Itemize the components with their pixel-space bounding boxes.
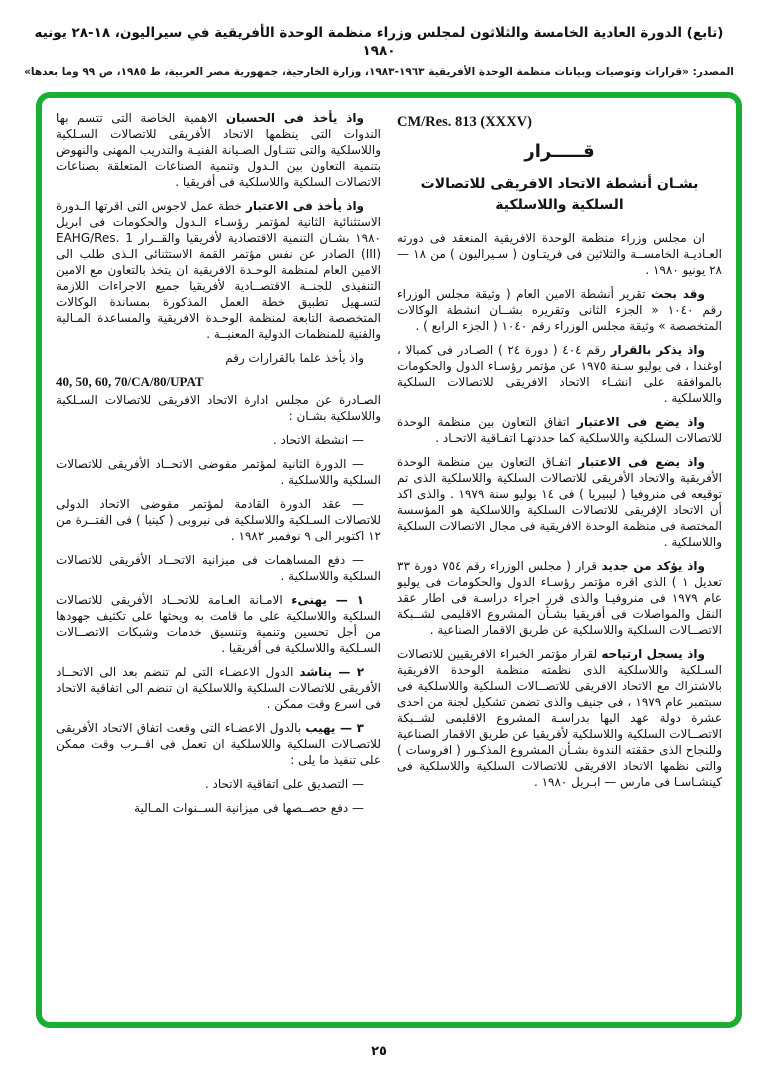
paragraph-lead: واذ يسجل ارتياحه	[601, 647, 705, 661]
document-subtitle: بشـان أنشطة الاتحاد الافريقى للاتصالات السلكية واللاسلكية	[420, 176, 699, 213]
paragraph-text: خطة عمل لاجوس التى اقرتها الـدورة الاستثنائية الثانية لمؤتمر رؤسـاء الـدول والحكومات فى ابريل ١٩٨٠ بشـان التنمية الاقتصادية لأفريقيا والقــرار EAHG/Res. 1 (III) الصادر عن نفس مؤتمر القمة الاستثنائى الـذى طلب الى الامين العام لمنظمة الوحـدة الافريقية ان يتخذ بالتعاون مع الامين التنفيذى للجنــة الاقتصــادية لأفريقيا جميع الاجراءات اللازمة لتسـهيل تطبيق خطة العمل المذكورة بمساندة الوكالات المتخصصة التابعة لمنظمة الوحـدة الافريقية والمساعدة المـالية والفنية للمنظمات الدولية المعنيــة .	[56, 199, 381, 341]
list-item-union-activities	[56, 432, 381, 448]
paragraph-text: — دفع حصــصها فى ميزانية الســنوات المـالية	[134, 801, 364, 815]
paragraph-lead: واذ يضع فى الاعتبار	[576, 415, 705, 429]
paragraph-issued-by-board	[56, 392, 381, 424]
paragraph-text: الامـانة العـامة للاتحــاد الأفريقى للاتصالات السلكية واللاسلكية على ما قامت به ويحثها على تكثيف جهودها من أجل تحسين وتنمية وتنسيق خدمات وشبكات الاتصــالات السـلكية واللاسلكية فى أفريقيا .	[56, 593, 381, 655]
paragraph-text: بالدول الاعضـاء التى وقعت اتفاق الاتحاد الأفريقى للاتصـالات السلكية واللاسلكية ان تعمل فى اقــرب وقت ممكن على تنفيذ ما يلى :	[56, 721, 381, 767]
paragraph-lagos-plan	[56, 198, 381, 342]
column-left	[56, 110, 381, 1012]
paragraph-text: الدول الاعضـاء التى لم تنضم بعد الى الاتحــاد الأفريقى للاتصالات السلكية واللاسلكية ان تنضم الى اتفاقية الاتحاد فى اسرع وقت ممكن .	[56, 665, 381, 711]
paragraph-recalling-resolution	[397, 342, 722, 406]
paragraph-lead: واذ يضع فى الاعتبار	[578, 455, 706, 469]
header-session-title: (تابع) الدورة العادية الخامسة والثلاثون لمجلس وزراء منظمة الوحدة الأفريقية في سيراليون، ١٨-٢٨ يونيه ١٩٨٠	[34, 25, 724, 59]
paragraph-text: تقرير أنشطة الامين العام ( وثيقة مجلس الوزراء رقم ١٠٤٠ « الجزء الثانى وتقريره بشــان انشطة الوكالات المتخصصة » وثيقة مجلس الوزراء رقم ١٠٤٠ ( الجزء الرابع ) .	[397, 287, 722, 333]
clause-1-congratulates	[56, 592, 381, 656]
paragraph-text: ان مجلس وزراء منظمة الوحدة الافريقية المنعقد فى دورته العـاديـة الخامســة والثلاثين فى فريتـاون ( سـيراليون ) من ١٨ — ٢٨ يونيو ١٩٨٠ .	[397, 231, 722, 277]
paragraph-preamble	[397, 230, 722, 278]
list-item-itu-nairobi	[56, 496, 381, 544]
clause-lead: ٢ — يناشد	[299, 665, 365, 679]
paragraph-noting-satisfaction	[397, 646, 722, 790]
paragraph-considering-agreement-1	[397, 414, 722, 446]
list-item-pay-shares	[56, 800, 381, 816]
document-frame	[36, 92, 742, 1028]
paragraph-text: الاهمية الخاصة التى تتسم بها الندوات التى ينظمها الاتحاد الأفريقى للاتصالات السـلكية واللاسلكية والتى تتنـاول الصـيانة الفنيـة والتدريب المهنى والنهوض بتنمية التعاون بين الـدول وتنمية الصناعات المتعلقة بصناعات الاتصالات السلكية واللاسلكية فى أفريقيا .	[56, 111, 381, 189]
paragraph-text: — عقد الدورة القادمة لمؤتمر مفوضى الاتحاد الدولى للاتصالات السـلكية واللاسلكية فى نيروبى ( كينيا ) فى الفتــرة من ١٢ اكتوبر الى ٩ نوفمبر ١٩٨٢ .	[56, 497, 381, 543]
paragraph-reaffirming	[397, 558, 722, 638]
two-column-layout	[56, 110, 722, 1012]
page-header	[18, 24, 740, 80]
resolution-numbers-line	[56, 374, 381, 390]
paragraph-text: اتفـاق التعاون بين منظمة الوحدة الأفريقية والاتحاد الأفريقى للاتصالات السلكية واللاسلكية الذى تم توقيعه فى منروفيا ( ليبيريا ) فى ١٤ يوليو سنة ١٩٧٩ . والذى اكد أن الاتحاد الإفريقى للاتصالات السلكية واللاسلكية هو المؤسسة المختصة فى منظمة الوحدة الافريقية فى مجال الاتصالات السلكية واللاسلكية .	[397, 455, 722, 549]
paragraph-taking-note	[56, 350, 381, 366]
clause-2-appeals	[56, 664, 381, 712]
paragraph-bearing-in-mind	[56, 110, 381, 190]
clause-lead: ١ — يهنىء	[291, 593, 364, 607]
paragraph-considered-report	[397, 286, 722, 334]
paragraph-text: رقم ٤٠٤ ( دورة ٢٤ ) الصـادر فى كمبالا ، اوغندا ، فى يوليو سـنة ١٩٧٥ عن مؤتمر رؤسـاء الدول والحكومات بالموافقة على انشـاء الاتحاد الافريقى للاتصالات السلكية واللاسلكية .	[397, 343, 722, 405]
paragraph-lead: وقد بحث	[651, 287, 705, 301]
paragraph-lead: واذ يأخذ فى الاعتبار	[245, 199, 365, 213]
header-source-note: المصدر: «قرارات وتوصيات وبيانات منظمة الوحدة الأفريقية ١٩٦٣-١٩٨٣، وزارة الخارجية، جمهورية مصر العربية، ط ١٩٨٥، ص ٩٩ وما بعدها»	[24, 66, 734, 78]
paragraph-text: — انشطة الاتحاد .	[272, 433, 364, 447]
paragraph-text: لقرار مؤتمر الخبراء الافريقيين للاتصالات السـلكية واللاسلكية الذى نظمته منظمة الوحدة الافريقية بالاشتراك مع الاتحاد الافريقى للاتصــالات السلكية واللاسلكية فى سبتمبر عام ١٩٧٩ ، فى جنيف والذى تضمن تشكيل لجنة من احدى عشرة دولة عهد اليها بدراسـة المشروع الاقليمى لشــبكة الاتصــالات السلكية واللاسلكية لأفريقيا عن طريق الاقمار الصناعية وللنجاح الذى حققته الندوة بشـأن المشروع المذكـور ( افروسات ) والتى نظمها الاتحاد الافريقى للاتصالات السلكية واللاسلكية فى كينشـاسـا فى مارس — ابـريل ١٩٨٠ .	[397, 647, 722, 789]
clause-3-calls-upon	[56, 720, 381, 768]
paragraph-considering-agreement-2	[397, 454, 722, 550]
paragraph-lead: واذ يأخذ فى الحسبان	[225, 111, 364, 125]
paragraph-text: — التصديق على اتفاقية الاتحاد .	[204, 777, 364, 791]
paragraph-text: قرار ( مجلس الوزراء رقم ٧٥٤ دورة ٣٣ تعديل ١ ) الذى اقره مؤتمر رؤسـاء الدول والحكومات فى يوليو عام ١٩٧٩ فى منروفيـا والذى قرر اجراء دراسـة فى اطار عقد النقل والمواصلات فى أفريقيا بشـأن المشروع الاقليمى لشــبكة الاتصــالات السلكية واللاسلكية عن طريق الاقمار الصناعية .	[397, 559, 722, 637]
page-number: ٢٥	[371, 1044, 387, 1059]
paragraph-text: اتفاق التعاون بين منظمة الوحدة للاتصالات السلكية واللاسلكية كما حددتهـا اتفـاقية الاتحـاد .	[397, 415, 722, 445]
column-right	[397, 110, 722, 1012]
list-item-ratify-convention	[56, 776, 381, 792]
clause-lead: ٣ — يهيب	[305, 721, 364, 735]
paragraph-text: الصـادرة عن مجلس ادارة الاتحاد الافريقى للاتصالات السـلكية واللاسلكية بشـان :	[56, 393, 381, 423]
paragraph-text: — دفع المساهمات فى ميزانية الاتحــاد الأفريقى للاتصالات السلكية واللاسلكية .	[56, 553, 381, 583]
document-title: قـــــرار	[524, 141, 595, 162]
paragraph-lead: واذ يؤكد من جديد	[601, 559, 705, 573]
list-item-second-session	[56, 456, 381, 488]
paragraph-text: — الدورة الثانية لمؤتمر مفوضى الاتحــاد الأفريقى للاتصالات السلكية واللاسلكية .	[56, 457, 381, 487]
resolution-id: CM/Res. 813 (XXXV)	[397, 114, 532, 130]
paragraph-lead: واذ يذكر بالقرار	[610, 343, 705, 357]
list-item-budget-contributions	[56, 552, 381, 584]
paragraph-text: واذ يأخذ علما بالقرارات رقم	[225, 351, 364, 365]
paragraph-text: 40, 50, 60, 70/CA/80/UPAT	[56, 374, 204, 389]
